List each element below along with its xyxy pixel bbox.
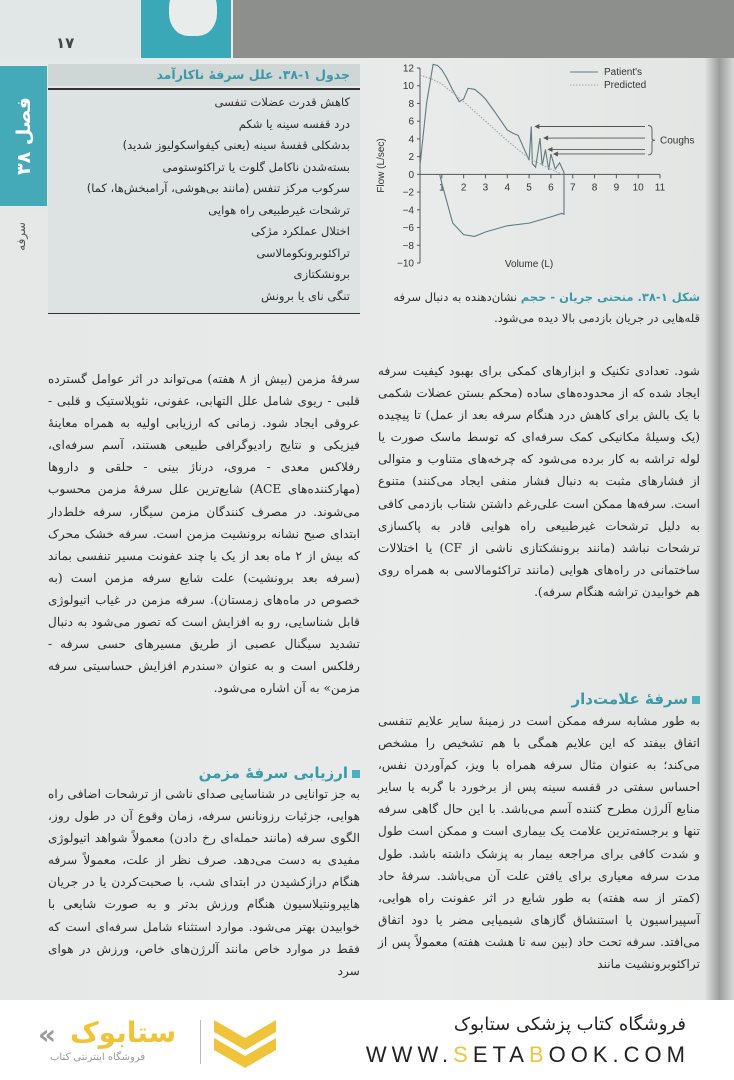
svg-text:Predicted: Predicted xyxy=(604,80,647,91)
svg-text:9: 9 xyxy=(613,182,620,194)
store-url-link[interactable] xyxy=(366,1042,690,1068)
heading-square-icon xyxy=(692,696,700,704)
url-accent: B xyxy=(528,1042,549,1067)
svg-text:8: 8 xyxy=(408,98,414,110)
url-part: ETA xyxy=(472,1042,529,1067)
table-row: بدشکلی قفسهٔ سینه (یعنی کیفواسکولیوز شدید) xyxy=(122,138,350,152)
svg-text:5: 5 xyxy=(526,182,532,194)
chart-canvas xyxy=(370,58,700,288)
svg-text:0: 0 xyxy=(408,169,414,181)
svg-text:6: 6 xyxy=(548,182,554,194)
svg-text:10: 10 xyxy=(402,81,414,93)
logo-subtitle: فروشگاه اینترنتی کتاب xyxy=(50,1052,146,1063)
chevron-logo-icon xyxy=(214,1018,276,1068)
table-bottom-rule xyxy=(48,313,360,314)
store-title: فروشگاه کتاب پزشکی ستابوک xyxy=(453,1014,686,1035)
figure-caption xyxy=(378,287,700,329)
table-row: تنگی نای یا برونش xyxy=(261,288,350,303)
svg-text:Volume (L): Volume (L) xyxy=(504,259,554,270)
double-chevron-left-icon: « xyxy=(38,1018,57,1051)
svg-text:−10: −10 xyxy=(397,258,414,270)
figure-caption-text: نشان‌دهنده به دنبال سرفه قله‌هایی در جریان بازدمی بالا دیده می‌شود. xyxy=(393,290,700,325)
heading-text: سرفهٔ علامت‌دار xyxy=(571,690,688,708)
svg-text:3: 3 xyxy=(482,182,489,194)
chapter-side-label: سرفه xyxy=(14,222,28,251)
svg-text:2: 2 xyxy=(460,182,467,194)
heading-text: ارزیابی سرفهٔ مزمن xyxy=(198,764,348,782)
svg-text:−4: −4 xyxy=(402,205,414,217)
url-accent: S xyxy=(453,1042,473,1067)
paragraph-cough-aids: شود. تعدادی تکنیک و ابزارهای کمکی برای بهبود کیفیت سرفه ایجاد شده که از محدوده‌های ساده (محکم بستن عضلات شکمی با یک بالش برای کاهش درد هنگام سرفه بعد از عمل) تا پیچیده (یک وسیلهٔ مکانیکی کمک سرفه‌ای که توسط ماسک صورت یا لوله تراشه به کار برده می‌شود که چرخه‌های متناوب و متوالی از فشارهای مثبت به دنبال فشار منفی ایجاد می‌کنند) متنوع است. سرفه‌ها ممکن است علی‌رغم داشتن شتاب بازدمی کافی به دلیل ترشحات غیرطبیعی راه هوایی قادر به پاکسازی ترشحات نباشد (مانند برونشکتازی ناشی از CF) یا اختلالات ساختمانی در راه‌های هوایی (مانند تراکئومالاسی به همراه روی هم خوابیدن تراشه هنگام سرفه). xyxy=(378,364,700,599)
svg-text:7: 7 xyxy=(569,182,576,194)
right-column-text xyxy=(378,360,700,603)
svg-text:11: 11 xyxy=(654,182,666,194)
table-row: برونشکتازی xyxy=(293,267,350,281)
setabook-logo[interactable] xyxy=(36,1014,286,1070)
svg-text:−8: −8 xyxy=(402,240,414,252)
svg-text:8: 8 xyxy=(591,182,598,194)
svg-text:1: 1 xyxy=(439,182,445,194)
svg-text:Flow (L/sec): Flow (L/sec) xyxy=(376,138,387,193)
causes-table xyxy=(48,64,360,314)
heading-square-icon xyxy=(352,770,360,778)
figure-caption-label: شکل ۱-۳۸. منحنی جریان - حجم xyxy=(520,290,700,304)
page-number: ۱۷ xyxy=(56,34,75,52)
chapter-tab-label: فصل ۳۸ xyxy=(12,97,35,175)
svg-text:−6: −6 xyxy=(402,223,414,235)
table-row: درد قفسه سینه یا شکم xyxy=(238,116,350,131)
logo-divider xyxy=(200,1020,201,1064)
table-row: بسته‌شدن ناکامل گلوت یا تراکئوستومی xyxy=(162,159,350,174)
paragraph-chronic-cough: سرفهٔ مزمن (بیش از ۸ هفته) می‌تواند در اثر عوامل گسترده قلبی - ریوی شامل علل التهابی، عفونی، نئوپلاستیک و قلبی - عروقی ایجاد شود. زمانی که ارزیابی اولیه به همراه معاینهٔ فیزیکی و نتایج رادیوگرافی طبیعی هستند، آسم سرفه‌ای، رفلاکس معدی - مروی، درناژ بینی - حلقی و داروها (مهارکننده‌های ACE) شایع‌ترین علل سرفهٔ مزمن محسوب می‌شوند. در مصرف کنندگان مزمن سیگار، سرفه خلط‌دار ابتدای صبح نشانه برونشیت مزمن است. سرفه خشک محرک که بیش از ۲ ماه بعد از یک یا چند عفونت مسیر تنفسی بماند (سرفه بعد برونشیت) علت شایع سرفه مزمن است (به خصوص در ماه‌های زمستان). سرفه مزمن در غیاب اتیولوژی قابل شناسایی، رو به افزایش است که تصور می‌شود به دنبال تشدید سیگنال عصبی از طریق مسیرهای حسی سرفه - رفلکس است و به عنوان «سندرم افزایش حساسیتی سرفه مزمن» به آن اشاره می‌شود. xyxy=(48,372,360,696)
svg-text:10: 10 xyxy=(632,182,644,194)
header-gray-block xyxy=(233,0,734,58)
table-row: سرکوب مرکز تنفس (مانند بی‌هوشی، آرامبخش‌ها، کما) xyxy=(86,181,350,195)
table-row: ترشحات غیرطبیعی راه هوایی xyxy=(208,202,350,217)
svg-text:6: 6 xyxy=(408,116,414,128)
table-row: تراکئوبرونکومالاسی xyxy=(256,245,350,260)
url-part: WWW. xyxy=(365,1042,454,1067)
table-body xyxy=(48,90,360,313)
chapter-tab xyxy=(0,66,47,206)
logo-wordmark xyxy=(36,1014,176,1070)
table-row: کاهش قدرت عضلات تنفسی xyxy=(214,95,350,109)
svg-text:2: 2 xyxy=(408,152,414,164)
section-heading-symptomatic-cough xyxy=(378,686,700,712)
right-column-text-2 xyxy=(378,710,700,975)
svg-text:Patient's: Patient's xyxy=(604,67,643,78)
table-row: اختلال عملکرد مژکی xyxy=(250,224,350,238)
svg-text:Coughs: Coughs xyxy=(660,135,695,147)
left-column-text-2 xyxy=(48,783,360,982)
svg-text:12: 12 xyxy=(402,63,414,75)
svg-text:4: 4 xyxy=(408,134,414,146)
url-part: OOK.COM xyxy=(548,1042,690,1067)
paragraph-symptomatic-cough: به طور مشابه سرفه ممکن است در زمینهٔ سایر علایم تنفسی اتفاق بیفتد که این علایم همگی با هم تشخیص را مشخص می‌کند؛ به عنوان مثال سرفه همراه با ویز، کم‌آوردن نفس، احساس سفتی در قفسه سینه پس از برخورد با گربه یا سایر منابع آلرژن مطرح کننده آسم می‌باشد. با این حال گاهی سرفه تنها و برجسته‌ترین علامت یک بیماری است و ممکن است طول و شدت کافی برای مراجعه بیمار به پزشک داشته باشد. طول مدت سرفه معیاری برای یافتن علت آن می‌باشد. سرفهٔ حاد (کمتر از سه هفته) به طور شایع در اثر عفونت راه هوایی، آسپیراسیون یا استنشاق گازهای شیمیایی مضر یا دود اتفاق می‌افتد. سرفه تحت حاد (بین سه تا هشت هفته) معمولاً پس از تراکئوبرونشیت مانند xyxy=(378,714,700,972)
logo-word: ستابوک xyxy=(70,1016,177,1049)
svg-text:−2: −2 xyxy=(402,187,414,199)
left-column-text xyxy=(48,368,360,699)
svg-text:4: 4 xyxy=(504,182,511,194)
store-footer-banner xyxy=(0,1000,734,1080)
paragraph-chronic-cough-eval: به جز توانایی در شناسایی صدای ناشی از ترشحات اضافی راه هوایی، جزئیات رزونانس سرفه، زمان وقوع آن در طول روز، الگوی سرفه (مانند حمله‌ای رخ دادن) معمولاً شواهد اتیولوژی مفیدی به دست می‌دهد. صرف نظر از علت، معمولاً سرفه هنگام درازکشیدن در ابتدای شب، با صحبت‌کردن یا در جریان هایپرونتیلاسیون هنگام ورزش بدتر و به صورت شایعی با خوابیدن بهتر می‌شود. موارد استثناء شامل سرفه‌ای است که فقط در موارد خاص مانند آلرژن‌های خاص، ورزش در هوای سرد xyxy=(48,787,360,978)
table-title: جدول ۱-۳۸. علل سرفهٔ ناکارآمد xyxy=(48,64,360,86)
flow-volume-chart xyxy=(370,58,700,288)
decorative-header-image xyxy=(141,0,231,58)
